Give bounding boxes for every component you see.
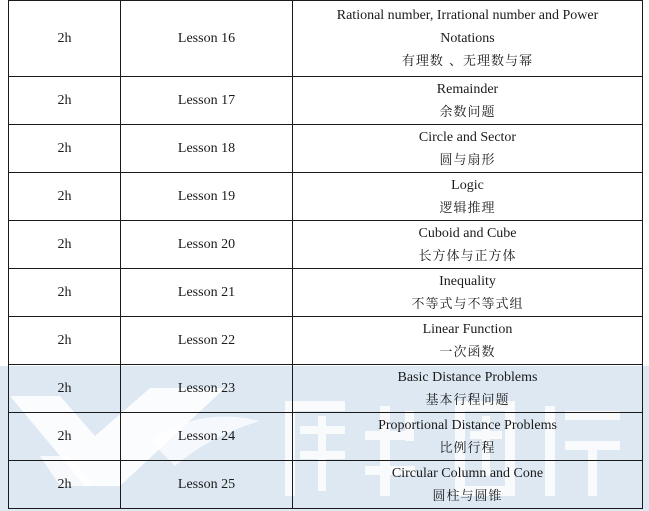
hours-cell: 2h bbox=[9, 221, 121, 269]
hours-cell: 2h bbox=[9, 413, 121, 461]
topic-title-zh: 长方体与正方体 bbox=[418, 248, 517, 264]
table-row bbox=[9, 317, 643, 365]
hours-cell: 2h bbox=[9, 317, 121, 365]
topic-title-zh: 有理数 、无理数与幂 bbox=[401, 54, 534, 69]
lesson-cell: Lesson 21 bbox=[121, 269, 293, 317]
topic-title-en: Circle and Sector bbox=[418, 129, 517, 145]
topic-title-zh: 一次函数 bbox=[439, 344, 496, 360]
table-row bbox=[9, 77, 643, 125]
topic-title-zh: 基本行程问题 bbox=[425, 392, 510, 408]
topic-cell bbox=[293, 269, 643, 317]
hours-cell: 2h bbox=[9, 173, 121, 221]
topic-title-en: Logic bbox=[451, 177, 484, 193]
hours-cell: 2h bbox=[9, 125, 121, 173]
topic-title-zh: 余数问题 bbox=[439, 104, 496, 120]
topic-cell bbox=[293, 1, 643, 77]
lesson-cell: Lesson 18 bbox=[121, 125, 293, 173]
hours-cell: 2h bbox=[9, 1, 121, 77]
topic-title-en: Linear Function bbox=[422, 321, 513, 337]
topic-title-en: Basic Distance Problems bbox=[397, 369, 538, 385]
lesson-cell: Lesson 17 bbox=[121, 77, 293, 125]
topic-title-en: Proportional Distance Problems bbox=[378, 417, 557, 433]
topic-title-zh: 逻辑推理 bbox=[439, 200, 496, 216]
lesson-cell: Lesson 25 bbox=[121, 461, 293, 509]
topic-cell bbox=[293, 317, 643, 365]
topic-title-en: Cuboid and Cube bbox=[418, 225, 517, 241]
table-row bbox=[9, 269, 643, 317]
lesson-cell: Lesson 19 bbox=[121, 173, 293, 221]
hours-cell: 2h bbox=[9, 461, 121, 509]
topic-title-zh: 圆柱与圆锥 bbox=[432, 488, 503, 504]
lesson-cell: Lesson 23 bbox=[121, 365, 293, 413]
lesson-cell: Lesson 16 bbox=[121, 1, 293, 77]
topic-title-en: Circular Column and Cone bbox=[391, 465, 544, 481]
table-row bbox=[9, 413, 643, 461]
topic-cell bbox=[293, 461, 643, 509]
topic-title-zh: 比例行程 bbox=[439, 440, 496, 456]
table-row bbox=[9, 221, 643, 269]
topic-title-en: Rational number, Irrational number and Power bbox=[336, 8, 599, 23]
topic-cell bbox=[293, 125, 643, 173]
lesson-schedule-table bbox=[8, 0, 643, 509]
hours-cell: 2h bbox=[9, 77, 121, 125]
table-row bbox=[9, 1, 643, 77]
topic-cell bbox=[293, 221, 643, 269]
topic-title-en: Inequality bbox=[439, 273, 496, 289]
lesson-cell: Lesson 22 bbox=[121, 317, 293, 365]
hours-cell: 2h bbox=[9, 269, 121, 317]
topic-title-zh: 圆与扇形 bbox=[439, 152, 496, 168]
hours-cell: 2h bbox=[9, 365, 121, 413]
table-row bbox=[9, 173, 643, 221]
topic-title-en: Remainder bbox=[436, 81, 499, 97]
topic-title-en-cont: Notations bbox=[440, 31, 495, 46]
table-row bbox=[9, 461, 643, 509]
lesson-cell: Lesson 20 bbox=[121, 221, 293, 269]
table-row bbox=[9, 125, 643, 173]
topic-cell bbox=[293, 365, 643, 413]
topic-title-zh: 不等式与不等式组 bbox=[411, 296, 524, 312]
topic-cell bbox=[293, 413, 643, 461]
table-row bbox=[9, 365, 643, 413]
topic-cell bbox=[293, 173, 643, 221]
lesson-cell: Lesson 24 bbox=[121, 413, 293, 461]
topic-cell bbox=[293, 77, 643, 125]
